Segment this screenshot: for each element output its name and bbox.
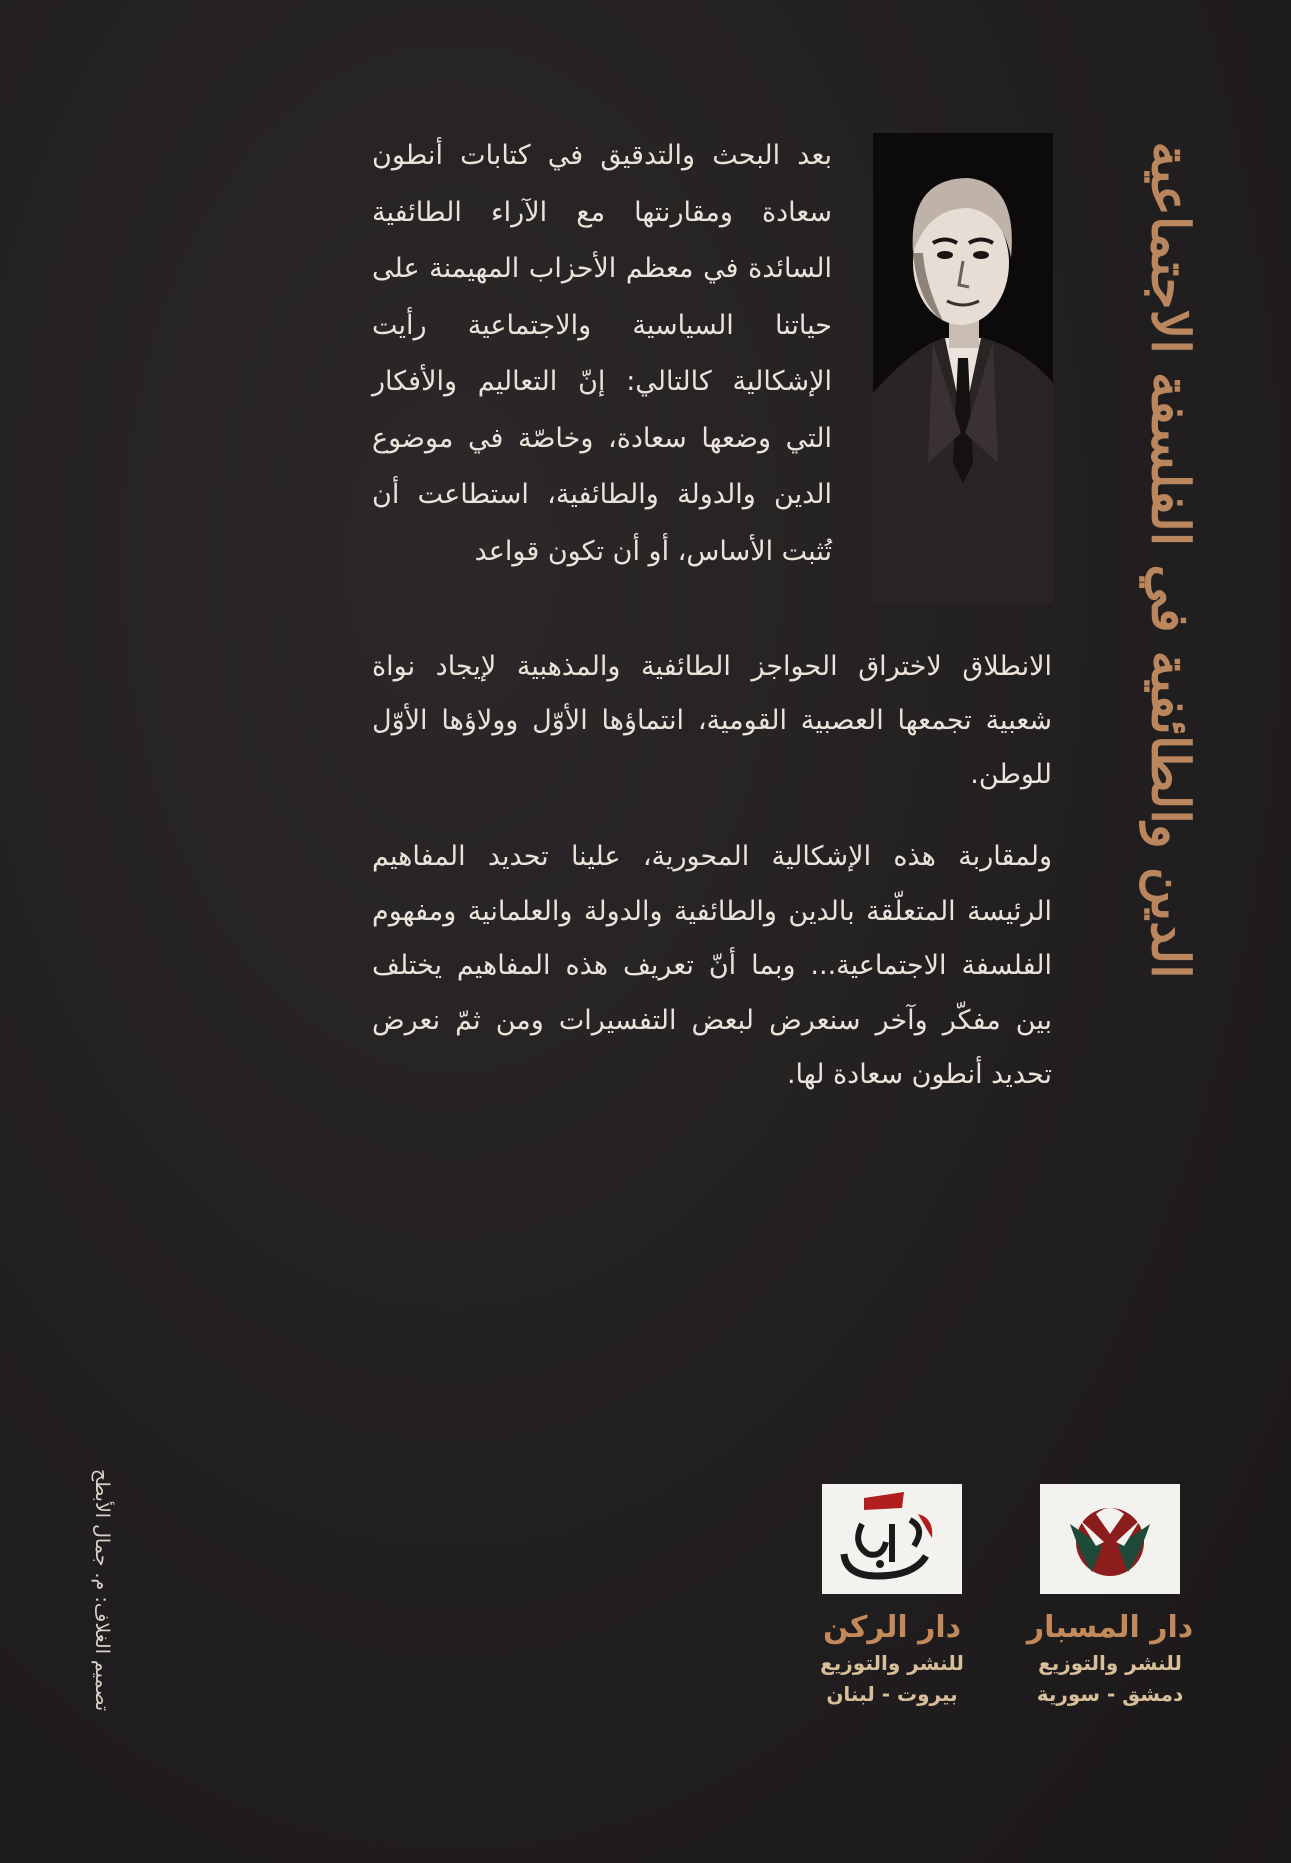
publisher-logo-misbar <box>1040 1484 1180 1594</box>
publisher-misbar-info <box>1010 1608 1210 1710</box>
design-credit-vertical <box>72 1425 132 1755</box>
publisher-name: دار الركن <box>822 1610 962 1645</box>
author-portrait <box>873 133 1053 603</box>
publisher-logo-rukn <box>822 1484 962 1594</box>
publisher-role: للنشر والتوزيع <box>1038 1651 1182 1675</box>
publisher-location: بيروت - لبنان <box>826 1682 958 1706</box>
book-title: الدين والطائفية في الفلسفة الاجتماعية <box>1139 141 1201 979</box>
publisher-role: للنشر والتوزيع <box>820 1651 964 1675</box>
al-misbar-logo-icon <box>1040 1484 1180 1594</box>
portrait-icon <box>873 133 1053 603</box>
publisher-rukn-info <box>792 1608 992 1710</box>
blurb-paragraph-2: الانطلاق لاختراق الحواجز الطائفية والمذهبية لإيجاد نواة شعبية تجمعها العصبية القومية، انتماؤها الأوّل وولاؤها الأوّل للوطن. <box>372 651 1052 790</box>
blurb-paragraph-3: ولمقاربة هذه الإشكالية المحورية، علينا تحديد المفاهيم الرئيسة المتعلّقة بالدين والطائفية والدولة والعلمانية ومفهوم الفلسفة الاجتماعية... وبما أنّ تعريف هذه المفاهيم يختلف بين مفكّر وآخر سنعرض لبعض التفسيرات ومن ثمّ نعرض تحديد أنطون سعادة لها. <box>372 841 1052 1090</box>
title-vertical <box>1120 110 1220 1010</box>
al-rukn-logo-icon <box>822 1484 962 1594</box>
publisher-name: دار المسبار <box>1026 1610 1194 1645</box>
blurb-paragraph-1: بعد البحث والتدقيق في كتابات أنطون سعادة ومقارنتها مع الآراء الطائفية السائدة في معظم الأحزاب المهيمنة على حياتنا السياسية والاجتماعية رأيت الإشكالية كالتالي: إنّ التعاليم والأفكار التي وضعها سعادة، وخاصّة في موضوع الدين والدولة والطائفية، استطاعت أن تُثبت الأساس، أو أن تكون قواعد <box>372 140 832 567</box>
publisher-location: دمشق - سورية <box>1036 1682 1184 1706</box>
design-credit: تصميم الغلاف: م. جمال الأبطح <box>91 1468 113 1712</box>
